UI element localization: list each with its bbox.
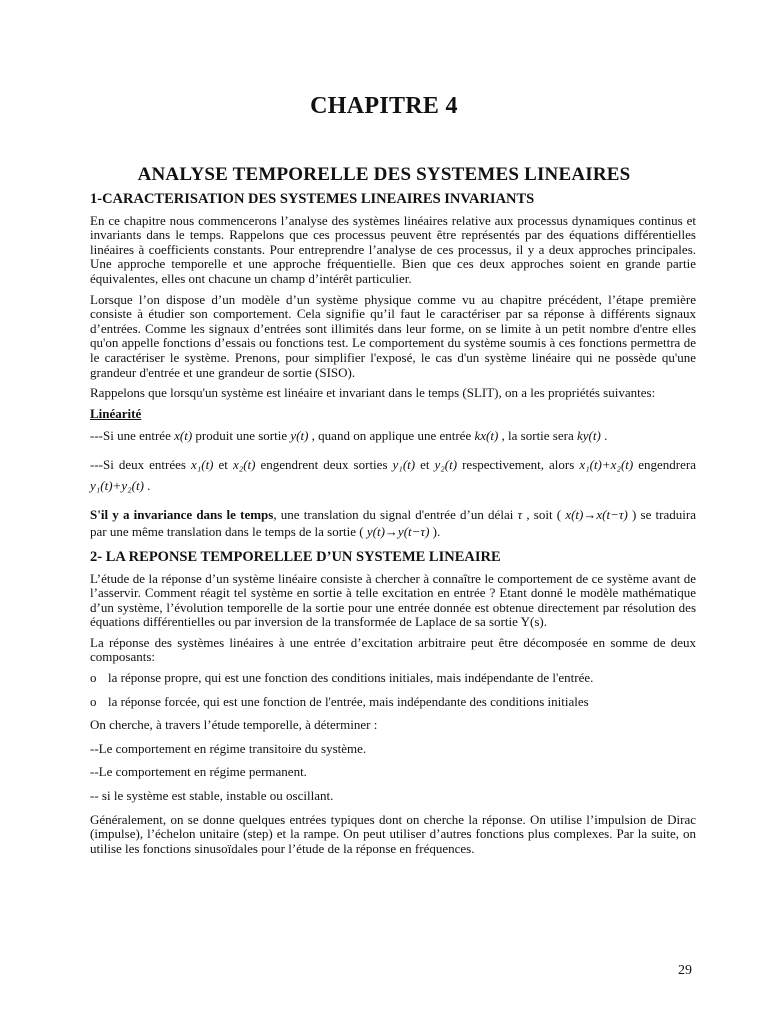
text-span: et	[415, 456, 435, 472]
text-span: respectivement, alors	[457, 456, 580, 472]
invariance-property	[90, 506, 696, 540]
chapter-label: CHAPITRE 4	[310, 93, 458, 119]
text-span: .	[600, 428, 608, 444]
math-expr: τ	[517, 506, 523, 522]
text-span: engendrera	[633, 456, 696, 472]
text-line: --Le comportement en régime transitoire du système.	[90, 740, 367, 756]
math-expr: y₁(t)	[392, 456, 416, 472]
paragraph: L’étude de la réponse d’un système linéaire consiste à chercher à connaître le comportement de ce système avant de l’asservir. Comment réagit tel système en sortie à telle excitation en entrée ? Etant donné le modèle mathématique d’un système, l’évolution temporelle de la sortie pour une entrée donnée est obtenue directement par résolution des équations différentielles ou par inversion de la transformée de Laplace de sa sortie Y(s).	[90, 570, 696, 630]
section-2-heading: 2- LA REPONSE TEMPORELLEE D’UN SYSTEME LINEAIRE	[90, 548, 501, 565]
paragraph: Lorsque l’on dispose d’un modèle d’un système physique comme vu au chapitre précédent, l’étape première consiste à étudier son comportement. Cela signifie qu’il faut le caractériser par sa réponse à différents signaux d’entrées. Comme les signaux d’entrées sont illimités dans leur forme, on se limite à un petit nombre d'entre elles qu'on appelle fonctions d’essais ou fonctions test. Le comportement du système soumis à ces fonctions permettra de le caractériser le système. Prenons, pour simplifier l'exposé, le cas d'un système linéaire qui ne possède qu'une grandeur d'entrée et une grandeur de sortie (SISO).	[90, 291, 696, 380]
list-item	[90, 671, 696, 686]
math-expr: x₂(t)	[232, 456, 256, 472]
math-expr: y(t)→y(t−τ)	[366, 523, 430, 539]
text-line: -- si le système est stable, instable ou oscillant.	[90, 788, 334, 804]
math-expr: y₂(t)	[434, 456, 458, 472]
text-line: On cherche, à travers l’étude temporelle, à déterminer :	[90, 717, 378, 733]
text-span: , une translation du signal d'entrée d’un délai	[273, 506, 518, 522]
text-span: , quand on applique une entrée	[308, 428, 475, 444]
math-expr: y(t)	[290, 428, 309, 444]
math-expr: kx(t)	[474, 428, 499, 444]
paragraph: Généralement, on se donne quelques entrées typiques dont on cherche la réponse. On utilise l’impulsion de Dirac (impulse), l’échelon unitaire (step) et la rampe. On peut utiliser d’autres fonctions plus complexes. Par la suite, on utilise les fonctions sinusoïdales pour l’étude de la réponse en fréquences.	[90, 811, 696, 856]
bold-text: S'il y a invariance dans le temps	[90, 506, 274, 522]
math-expr: x(t)→x(t−τ)	[565, 506, 628, 522]
text-span: , soit (	[522, 506, 566, 522]
document-body	[90, 192, 696, 862]
text-span: ) se traduira par une même translation dans le temps de la sortie (	[90, 506, 696, 539]
math-expr: x₁(t)+x₂(t)	[579, 456, 634, 472]
text-span: , la sortie sera	[498, 428, 577, 444]
list-item-text: la réponse forcée, qui est une fonction de l'entrée, mais indépendante des conditions initiales	[108, 693, 589, 709]
text-span: .	[143, 477, 151, 493]
bullet-marker: o	[90, 670, 97, 686]
text-span: produit une sortie	[192, 428, 291, 444]
math-expr: ky(t)	[577, 428, 601, 444]
list-item	[90, 695, 696, 710]
linearite-heading: Linéarité	[90, 405, 142, 421]
text-span: et	[213, 456, 233, 472]
text-span: ).	[429, 523, 441, 539]
text-span: engendrent deux sorties	[255, 456, 393, 472]
page-number: 29	[678, 963, 692, 978]
paragraph: En ce chapitre nous commencerons l’analyse des systèmes linéaires relative aux processus dynamiques continus et invariants dans le temps. Rappelons que ces processus peuvent être représentés par des équations différentielles linéaires à coefficients constants. Pour entreprendre l’analyse de ces processus, il y a deux approches principales. Une approche temporelle et une approche fréquentielle. Bien que ces deux approches soient en grande partie équivalentes, elles ont chacune un champ d’intérêt particulier.	[90, 212, 696, 286]
text-span: ---Si deux entrées	[90, 456, 191, 472]
text-span: ---Si une entrée	[90, 428, 175, 444]
text-line: --Le comportement en régime permanent.	[90, 764, 307, 780]
paragraph: La réponse des systèmes linéaires à une entrée d’excitation arbitraire peut être décomposée en somme de deux composants:	[90, 634, 696, 665]
math-expr: x₁(t)	[190, 456, 214, 472]
linearity-property-1	[90, 429, 696, 444]
math-expr: y₁(t)+y₂(t)	[90, 477, 144, 493]
math-expr: x(t)	[174, 428, 193, 444]
page-title: ANALYSE TEMPORELLE DES SYSTEMES LINEAIRES	[137, 164, 631, 185]
linearity-property-2	[90, 454, 696, 496]
paragraph: Rappelons que lorsqu'un système est linéaire et invariant dans le temps (SLIT), on a les propriétés suivantes:	[90, 385, 656, 401]
list-item-text: la réponse propre, qui est une fonction des conditions initiales, mais indépendante de l'entrée.	[108, 670, 594, 686]
section-1-heading: 1-CARACTERISATION DES SYSTEMES LINEAIRES INVARIANTS	[90, 191, 535, 207]
bullet-marker: o	[90, 693, 97, 709]
